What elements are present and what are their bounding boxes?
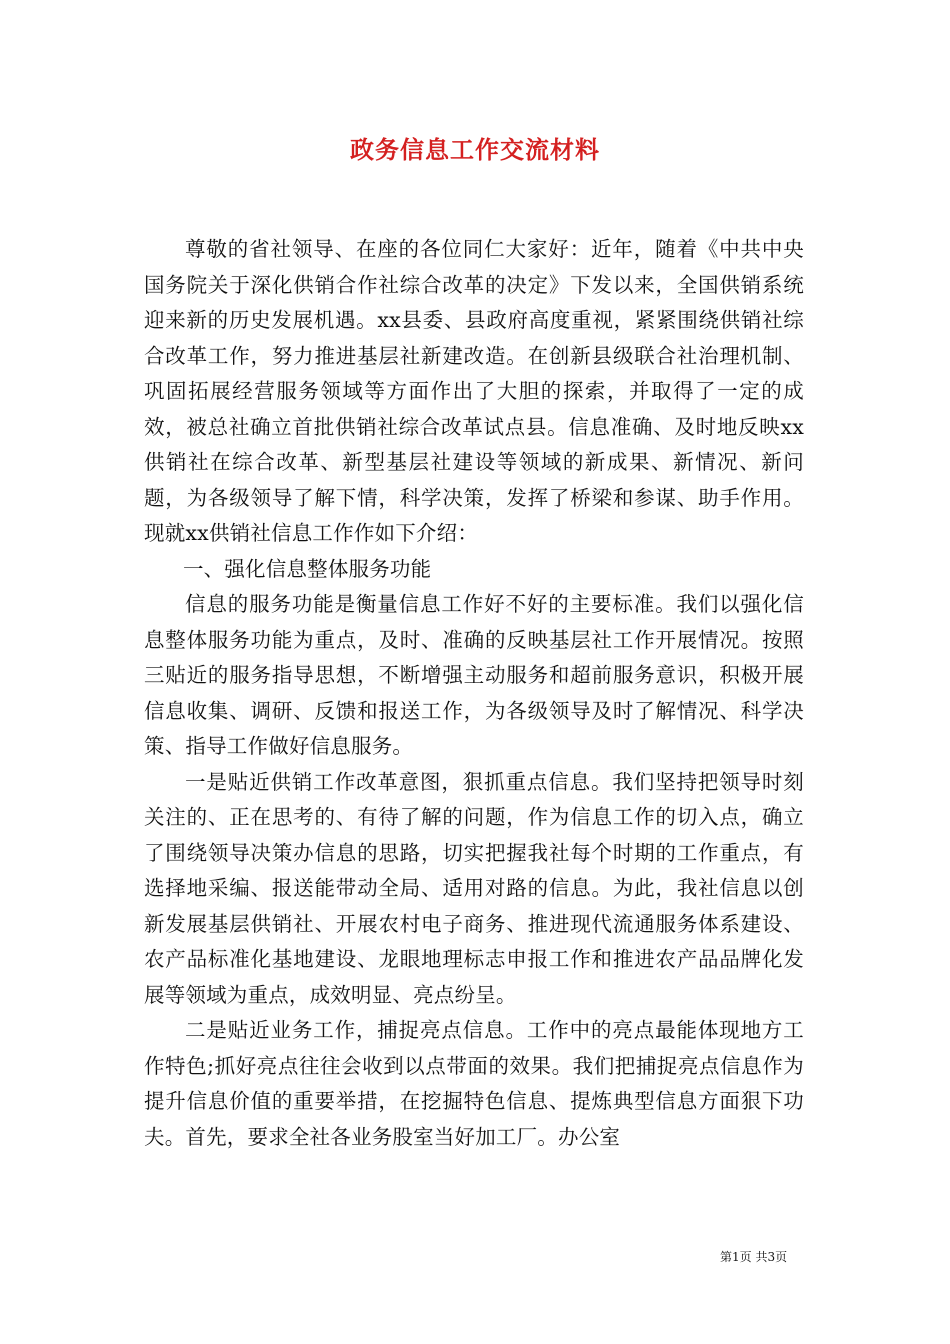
document-title: 政务信息工作交流材料 (350, 135, 600, 164)
document-body (144, 232, 804, 1155)
page-number-footer: 第1页 共3页 (720, 1250, 788, 1264)
paragraph-service-function: 信息的服务功能是衡量信息工作好不好的主要标准。我们以强化信息整体服务功能为重点，及时、准确的反映基层社工作开展情况。按照三贴近的服务指导思想，不断增强主动服务和超前服务意识，积极开展信息收集、调研、反馈和报送工作，为各级领导及时了解情况、科学决策、指导工作做好信息服务。 (144, 592, 804, 758)
paragraph-intro: 尊敬的省社领导、在座的各位同仁大家好：近年，随着《中共中央国务院关于深化供销合作社综合改革的决定》下发以来，全国供销系统迎来新的历史发展机遇。xx县委、县政府高度重视，紧紧围绕供销社综合改革工作，努力推进基层社新建改造。在创新县级联合社治理机制、巩固拓展经营服务领域等方面作出了大胆的探索，并取得了一定的成效，被总社确立首批供销社综合改革试点县。信息准确、及时地反映xx供销社在综合改革、新型基层社建设等领域的新成果、新情况、新问题，为各级领导了解下情，科学决策，发挥了桥梁和参谋、助手作用。现就xx供销社信息工作作如下介绍： (144, 237, 804, 545)
paragraph-highlight-information: 二是贴近业务工作，捕捉亮点信息。工作中的亮点最能体现地方工作特色;抓好亮点往往会收到以点带面的效果。我们把捕捉亮点信息作为提升信息价值的重要举措，在挖掘特色信息、提炼典型信息方面狠下功夫。首先，要求全社各业务股室当好加工厂。办公室 (144, 1018, 804, 1149)
paragraph-key-information: 一是贴近供销工作改革意图，狠抓重点信息。我们坚持把领导时刻关注的、正在思考的、有待了解的问题，作为信息工作的切入点，确立了围绕领导决策办信息的思路，切实把握我社每个时期的工作重点，有选择地采编、报送能带动全局、适用对路的信息。为此，我社信息以创新发展基层供销社、开展农村电子商务、推进现代流通服务体系建设、农产品标准化基地建设、龙眼地理标志申报工作和推进农产品品牌化发展等领域为重点，成效明显、亮点纷呈。 (144, 769, 804, 1007)
section-heading-1: 一、强化信息整体服务功能 (182, 556, 432, 581)
